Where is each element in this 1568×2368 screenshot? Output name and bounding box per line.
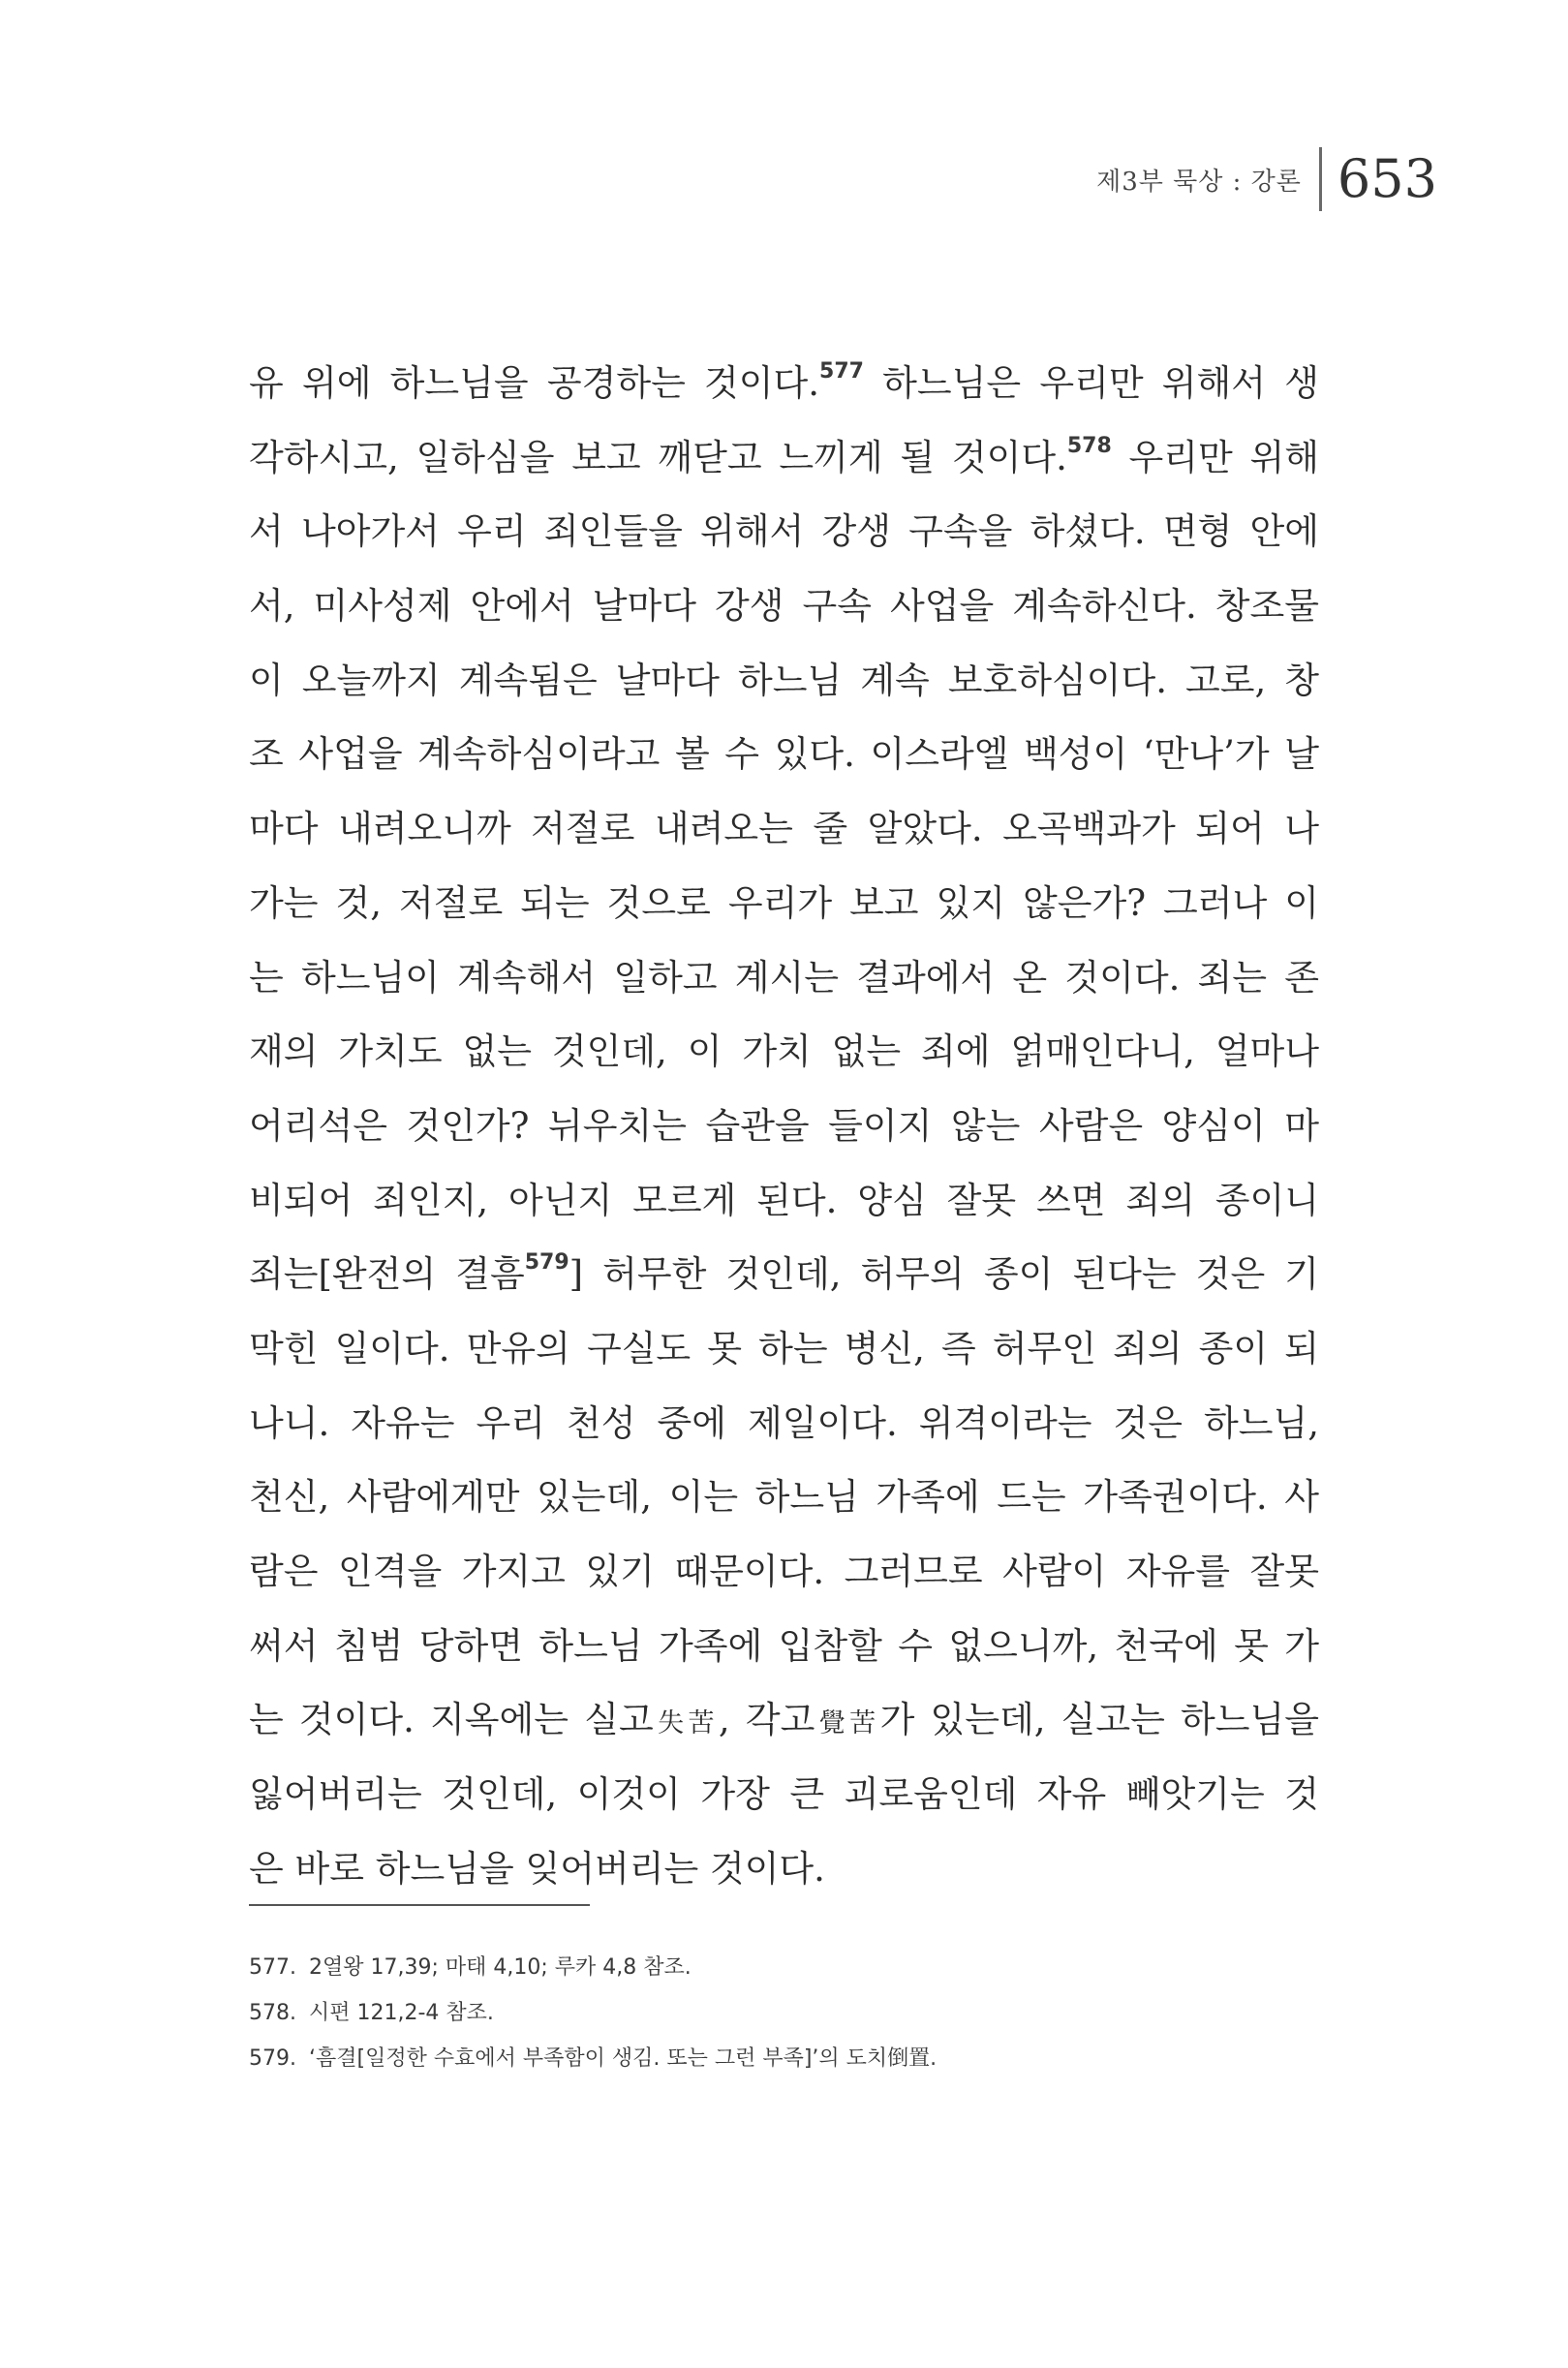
text-line: 어리석은 것인가? 뉘우치는 습관을 들이지 않는 사람은 양심이 마 bbox=[249, 1104, 1319, 1147]
text-line: 비되어 죄인지, 아닌지 모르게 된다. 양심 잘못 쓰면 죄의 종이니 bbox=[249, 1179, 1319, 1221]
text-line: 조 사업을 계속하심이라고 볼 수 있다. 이스라엘 백성이 ‘만나’가 날 bbox=[249, 733, 1319, 776]
footnote-ref-577: 577 bbox=[819, 359, 864, 384]
text-line: 나니. 자유는 우리 천성 중에 제일이다. 위격이라는 것은 하느님, bbox=[249, 1401, 1319, 1444]
text-line: 서, 미사성제 안에서 날마다 강생 구속 사업을 계속하신다. 창조물 bbox=[249, 585, 1319, 628]
footnote-number: 579. bbox=[249, 2046, 296, 2071]
text-line: 서 나아가서 우리 죄인들을 위해서 강생 구속을 하셨다. 면형 안에 bbox=[249, 510, 1319, 553]
page-number: 653 bbox=[1337, 148, 1437, 209]
header-divider bbox=[1319, 147, 1322, 211]
text-line: 은 바로 하느님을 잊어버리는 것이다. bbox=[249, 1847, 825, 1890]
text-line: 천신, 사람에게만 있는데, 이는 하느님 가족에 드는 가족권이다. 사 bbox=[249, 1476, 1319, 1519]
text-line: 죄는[완전의 결흠$^{579}$] 허무한 것인데, 허무의 종이 된다는 것은 기 bbox=[249, 1250, 1320, 1296]
text-line: 잃어버리는 것인데, 이것이 가장 큰 괴로움인데 자유 빼앗기는 것 bbox=[249, 1773, 1319, 1816]
text-line: 유 위에 하느님을 공경하는 것이다.$^{577}$ 하느님은 우리만 위해서 생 bbox=[249, 359, 1319, 404]
text-line: 막힌 일이다. 만유의 구실도 못 하는 병신, 즉 허무인 죄의 종이 되 bbox=[249, 1327, 1319, 1369]
text-line: 재의 가치도 없는 것인데, 이 가치 없는 죄에 얽매인다니, 얼마나 bbox=[249, 1030, 1319, 1073]
footnote-ref-578: 578 bbox=[1066, 433, 1112, 458]
text-line: 이 오늘까지 계속됨은 날마다 하느님 계속 보호하심이다. 고로, 창 bbox=[249, 659, 1319, 701]
text-line: 가는 것, 저절로 되는 것으로 우리가 보고 있지 않은가? 그러나 이 bbox=[249, 881, 1319, 924]
text-line: 람은 인격을 가지고 있기 때문이다. 그러므로 사람이 자유를 잘못 bbox=[249, 1551, 1319, 1592]
footnote-text: ‘흠결[일정한 수효에서 부족함이 생김. 또는 그런 부족]’의 도치倒置. bbox=[309, 2046, 938, 2071]
footnote-text: 시편 121,2-4 참조. bbox=[309, 2001, 494, 2025]
text-line: 는 하느님이 계속해서 일하고 계시는 결과에서 온 것이다. 죄는 존 bbox=[249, 956, 1319, 999]
text-line: 는 것이다. 지옥에는 실고失苦, 각고覺苦가 있는데, 실고는 하느님을 bbox=[249, 1699, 1320, 1741]
text-line: 써서 침범 당하면 하느님 가족에 입참할 수 없으니까, 천국에 못 가 bbox=[249, 1624, 1319, 1667]
hanja-annotation: 覺苦 bbox=[815, 1708, 880, 1739]
footnote-number: 578. bbox=[249, 2001, 296, 2025]
footnote-text: 2열왕 17,39; 마태 4,10; 루카 4,8 참조. bbox=[309, 1955, 692, 1980]
footnote-579 bbox=[249, 2036, 1314, 2081]
footnote-ref-579: 579 bbox=[524, 1250, 569, 1276]
hanja-annotation: 失苦 bbox=[653, 1708, 719, 1739]
body-paragraph bbox=[249, 347, 1319, 1906]
footnote-578 bbox=[249, 1990, 1314, 2036]
footnote-577 bbox=[249, 1945, 1314, 1990]
footnote-number: 577. bbox=[249, 1955, 296, 1980]
footnotes bbox=[249, 1945, 1314, 2081]
text-line: 각하시고, 일하심을 보고 깨닫고 느끼게 될 것이다.$^{578}$ 우리만 위해 bbox=[249, 433, 1320, 478]
text-line: 마다 내려오니까 저절로 내려오는 줄 알았다. 오곡백과가 되어 나 bbox=[249, 808, 1319, 850]
footnote-separator bbox=[249, 1904, 590, 1906]
section-title: 제3부 묵상 : 강론 bbox=[1096, 167, 1302, 197]
running-header bbox=[1096, 145, 1437, 213]
